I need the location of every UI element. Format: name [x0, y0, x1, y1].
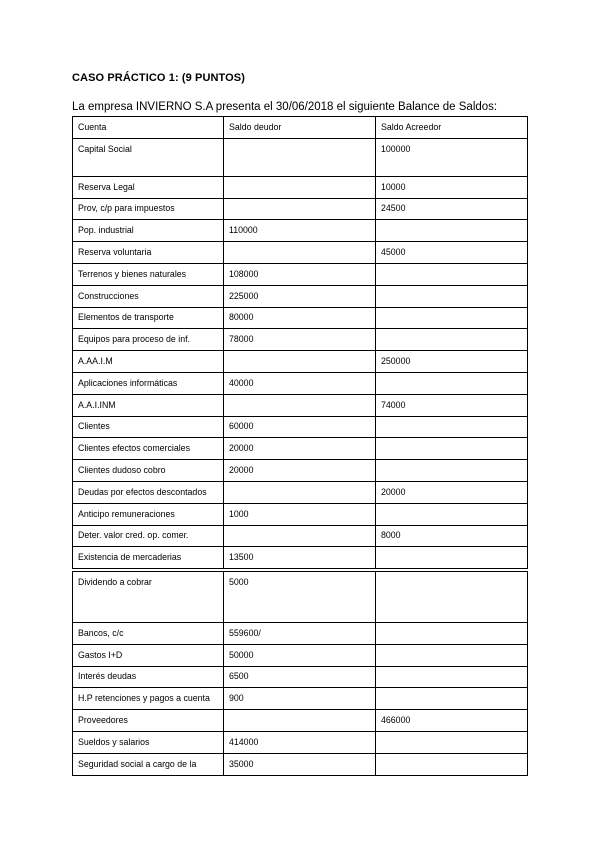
table-row [73, 623, 528, 645]
cell-saldo-acreedor [376, 307, 528, 329]
balance-table-1-body [73, 117, 528, 569]
cell-saldo-deudor [224, 198, 376, 220]
cell-cuenta: Bancos, c/c [73, 623, 224, 645]
cell-saldo-deudor [224, 710, 376, 732]
cell-saldo-deudor: 35000 [224, 753, 376, 775]
cell-saldo-acreedor [376, 753, 528, 775]
cell-cuenta: A.A.I.INM [73, 394, 224, 416]
balance-table-2 [72, 571, 528, 776]
table-row [73, 307, 528, 329]
cell-cuenta: Capital Social [73, 138, 224, 176]
cell-saldo-deudor: 20000 [224, 460, 376, 482]
table-row [73, 285, 528, 307]
cell-saldo-deudor: 6500 [224, 666, 376, 688]
header-cuenta: Cuenta [73, 117, 224, 139]
cell-saldo-acreedor [376, 572, 528, 623]
balance-table-2-body [73, 572, 528, 776]
table-row [73, 416, 528, 438]
cell-cuenta: Reserva Legal [73, 176, 224, 198]
table-row [73, 438, 528, 460]
cell-saldo-acreedor [376, 503, 528, 525]
cell-saldo-deudor: 5000 [224, 572, 376, 623]
table-row [73, 372, 528, 394]
cell-saldo-acreedor [376, 285, 528, 307]
intro-text: La empresa INVIERNO S.A presenta el 30/06/2018 el siguiente Balance de Saldos: [72, 101, 498, 113]
table-row [73, 176, 528, 198]
table-row [73, 351, 528, 373]
cell-saldo-acreedor [376, 220, 528, 242]
cell-saldo-acreedor: 250000 [376, 351, 528, 373]
table-row [73, 198, 528, 220]
cell-cuenta: Equipos para proceso de inf. [73, 329, 224, 351]
cell-saldo-acreedor: 24500 [376, 198, 528, 220]
table-row [73, 731, 528, 753]
table-row [73, 753, 528, 775]
cell-saldo-acreedor: 45000 [376, 242, 528, 264]
cell-saldo-acreedor: 74000 [376, 394, 528, 416]
cell-saldo-deudor: 40000 [224, 372, 376, 394]
cell-saldo-deudor [224, 351, 376, 373]
cell-saldo-deudor [224, 176, 376, 198]
cell-saldo-acreedor: 100000 [376, 138, 528, 176]
table-row [73, 666, 528, 688]
cell-saldo-deudor: 80000 [224, 307, 376, 329]
cell-saldo-acreedor [376, 688, 528, 710]
table-row [73, 710, 528, 732]
cell-saldo-acreedor [376, 416, 528, 438]
cell-saldo-acreedor [376, 438, 528, 460]
table-row [73, 394, 528, 416]
table-row [73, 242, 528, 264]
table-row [73, 263, 528, 285]
cell-saldo-acreedor: 8000 [376, 525, 528, 547]
table-row [73, 220, 528, 242]
cell-cuenta: Existencia de mercaderias [73, 547, 224, 569]
header-saldo-deudor: Saldo deudor [224, 117, 376, 139]
cell-cuenta: Deter. valor cred. op. comer. [73, 525, 224, 547]
cell-saldo-acreedor [376, 623, 528, 645]
cell-cuenta: Proveedores [73, 710, 224, 732]
cell-cuenta: Seguridad social a cargo de la [73, 753, 224, 775]
table-row [73, 688, 528, 710]
table-row [73, 460, 528, 482]
cell-cuenta: Pop. industrial [73, 220, 224, 242]
cell-saldo-deudor: 414000 [224, 731, 376, 753]
table-row [73, 525, 528, 547]
cell-saldo-deudor [224, 242, 376, 264]
cell-cuenta: H.P retenciones y pagos a cuenta [73, 688, 224, 710]
cell-cuenta: Terrenos y bienes naturales [73, 263, 224, 285]
cell-cuenta: Clientes [73, 416, 224, 438]
cell-saldo-acreedor [376, 372, 528, 394]
cell-cuenta: Sueldos y salarios [73, 731, 224, 753]
table-row [73, 547, 528, 569]
table-row [73, 503, 528, 525]
cell-saldo-deudor: 108000 [224, 263, 376, 285]
cell-saldo-acreedor [376, 329, 528, 351]
cell-saldo-deudor: 13500 [224, 547, 376, 569]
cell-saldo-acreedor [376, 460, 528, 482]
table-row [73, 329, 528, 351]
cell-saldo-acreedor: 10000 [376, 176, 528, 198]
cell-cuenta: Aplicaciones informáticas [73, 372, 224, 394]
cell-cuenta: Interés deudas [73, 666, 224, 688]
cell-saldo-deudor: 20000 [224, 438, 376, 460]
cell-saldo-deudor: 225000 [224, 285, 376, 307]
cell-saldo-deudor [224, 138, 376, 176]
table-row [73, 481, 528, 503]
case-title: CASO PRÁCTICO 1: (9 PUNTOS) [72, 72, 246, 84]
table-header-row [73, 117, 528, 139]
cell-saldo-acreedor [376, 666, 528, 688]
cell-saldo-deudor: 1000 [224, 503, 376, 525]
cell-saldo-deudor [224, 394, 376, 416]
table-row [73, 138, 528, 176]
table-row [73, 644, 528, 666]
cell-cuenta: Prov, c/p para impuestos [73, 198, 224, 220]
header-saldo-acreedor: Saldo Acreedor [376, 117, 528, 139]
table-row [73, 572, 528, 623]
cell-saldo-deudor: 78000 [224, 329, 376, 351]
cell-cuenta: Dividendo a cobrar [73, 572, 224, 623]
cell-saldo-deudor: 110000 [224, 220, 376, 242]
cell-saldo-acreedor [376, 644, 528, 666]
cell-saldo-acreedor: 20000 [376, 481, 528, 503]
cell-cuenta: Elementos de transporte [73, 307, 224, 329]
cell-cuenta: Deudas por efectos descontados [73, 481, 224, 503]
cell-cuenta: Clientes efectos comerciales [73, 438, 224, 460]
cell-cuenta: A.AA.I.M [73, 351, 224, 373]
cell-saldo-acreedor [376, 547, 528, 569]
cell-saldo-deudor: 50000 [224, 644, 376, 666]
cell-cuenta: Anticipo remuneraciones [73, 503, 224, 525]
cell-cuenta: Gastos I+D [73, 644, 224, 666]
cell-saldo-deudor [224, 481, 376, 503]
balance-table-1 [72, 116, 528, 569]
cell-saldo-deudor: 60000 [224, 416, 376, 438]
cell-saldo-acreedor [376, 263, 528, 285]
cell-saldo-deudor [224, 525, 376, 547]
cell-saldo-acreedor: 466000 [376, 710, 528, 732]
cell-cuenta: Construcciones [73, 285, 224, 307]
cell-cuenta: Clientes dudoso cobro [73, 460, 224, 482]
cell-cuenta: Reserva voluntaria [73, 242, 224, 264]
cell-saldo-deudor: 559600/ [224, 623, 376, 645]
cell-saldo-deudor: 900 [224, 688, 376, 710]
cell-saldo-acreedor [376, 731, 528, 753]
